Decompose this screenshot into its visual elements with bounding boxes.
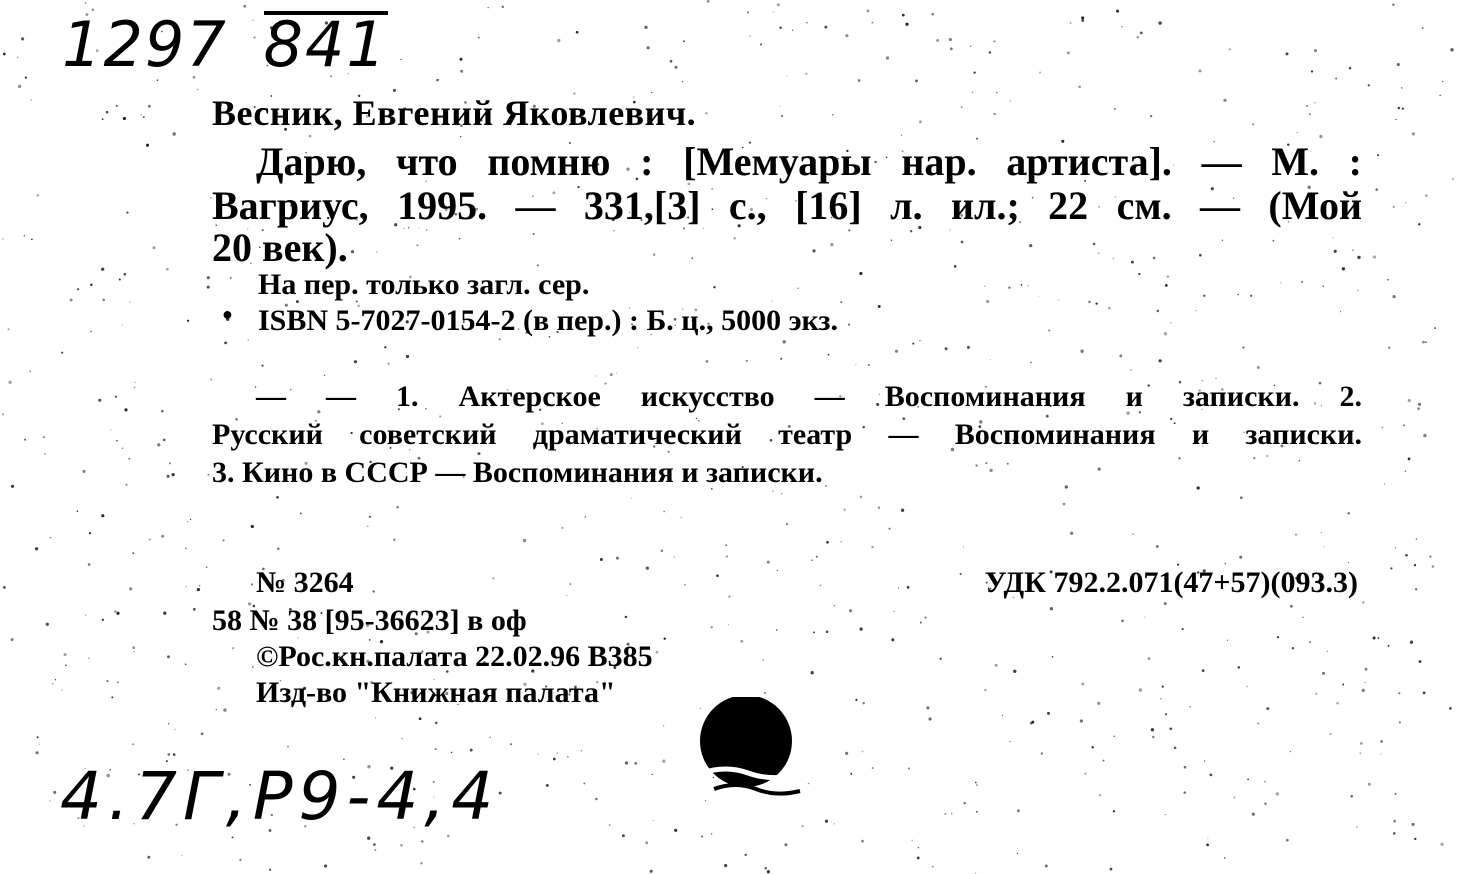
bullet-mark: ●: [222, 304, 233, 324]
publisher-line: Изд-во "Книжная палата": [256, 676, 616, 709]
subjects-line-2: Русский советский драматический театр — Воспоминания и записки.: [212, 418, 1362, 451]
handwritten-number-overlined: 841: [263, 8, 388, 81]
title-line-2: Вагриус, 1995. — 331,[3] с., [16] л. ил.; 22 см. — (Мой: [212, 183, 1362, 228]
handwritten-shelf-mark: 4.7Г,Р9-4,4: [60, 758, 500, 835]
title-line-3: 20 век).: [212, 225, 348, 270]
ink-blot: [696, 697, 806, 807]
subjects-line-3: 3. Кино в СССР — Воспоминания и записки.: [212, 456, 823, 489]
subjects-line-1: — — 1. Актерское искусство — Воспоминания и записки. 2.: [256, 380, 1362, 413]
handwritten-inventory-number: [62, 8, 388, 81]
udk-classification: УДК 792.2.071(47+57)(093.3): [984, 566, 1358, 599]
handwritten-number: 1297: [62, 8, 228, 81]
card-author: Весник, Евгений Яковлевич.: [212, 93, 697, 133]
copyright-line: ©Рос.кн.палата 22.02.96 В385: [256, 640, 653, 673]
binding-note: На пер. только загл. сер.: [258, 268, 590, 301]
record-number: № 3264: [256, 566, 354, 599]
isbn-line: ISBN 5-7027-0154-2 (в пер.) : Б. ц., 5000 экз.: [258, 304, 838, 337]
catalog-line-58: 58 № 38 [95-36623] в оф: [212, 604, 527, 637]
title-line-1: Дарю, что помню : [Мемуары нар. артиста]. — М. :: [256, 139, 1362, 184]
